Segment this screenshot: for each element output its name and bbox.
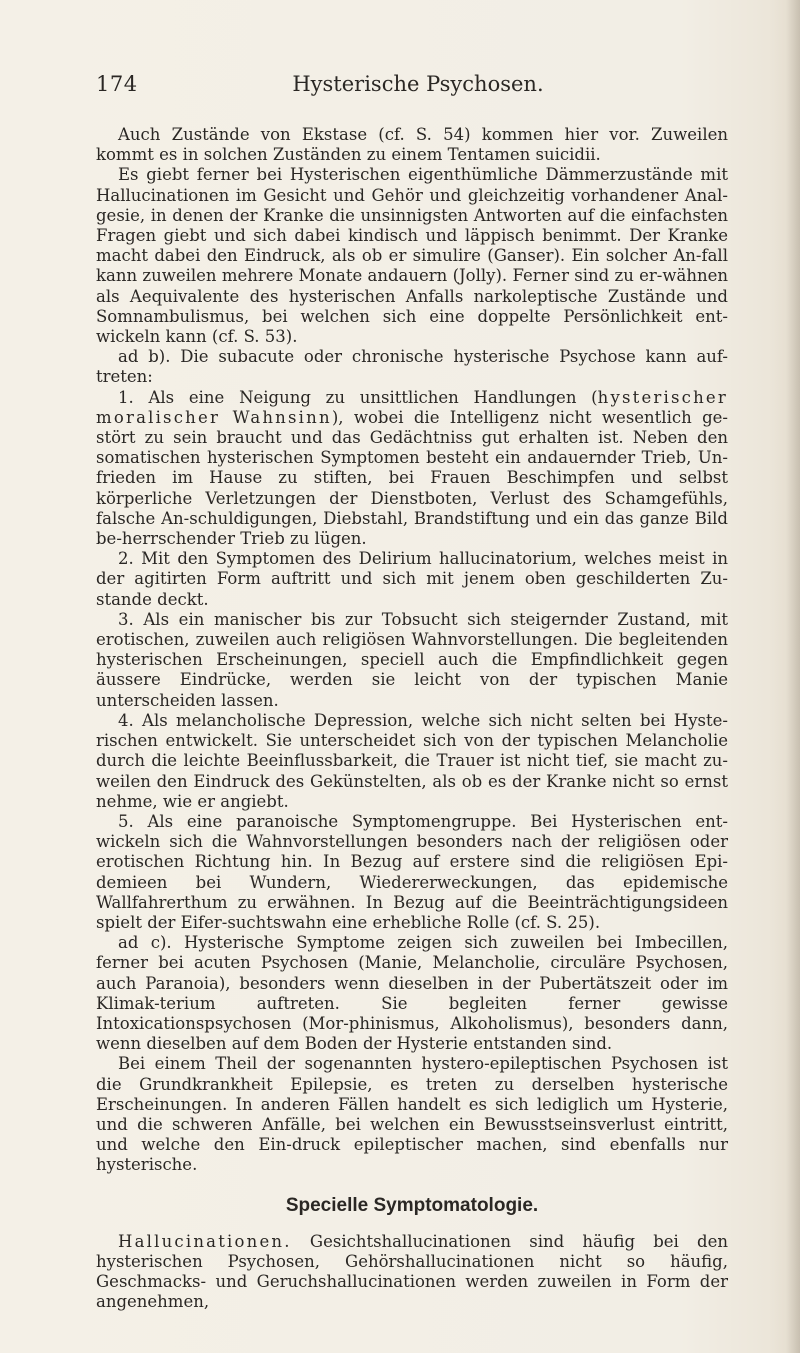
paragraph-ad-c: ad c). Hysterische Symptome zeigen sich zuweilen bei Imbecillen, ferner bei acuten Psychosen (Manie, Melancholie, circuläre Psychosen, auch Paranoia), besonders wenn dieselben in der Pubertätszeit oder im Klimak-terium auftreten. Sie begleiten ferner gewisse Intoxicationspsychosen (Mor-phinismus, Alkoholismus), besonders dann, wenn dieselben auf dem Boden der Hysterie entstanden sind. bbox=[96, 933, 728, 1054]
hallucinationen-spaced-term: Hallucinationen. bbox=[118, 1231, 292, 1251]
paragraph-daemmerzustaende: Es giebt ferner bei Hysterischen eigenthümliche Dämmerzustände mit Hallucinationen im Gesicht und Gehör und gleichzeitig vorhandener Anal-gesie, in denen der Kranke die unsinnigsten Antworten auf die einfachsten Fragen giebt und sich dabei kindisch und läppisch benimmt. Der Kranke macht dabei den Eindruck, als ob er simulire (Ganser). Ein solcher An-fall kann zuweilen mehrere Monate andauern (Jolly). Ferner sind zu er-wähnen als Aequivalente des hysterischen Anfalls narkoleptische Zustände und Somnambulismus, bei welchen sich eine doppelte Persönlichkeit ent-wickeln kann (cf. S. 53). bbox=[96, 165, 728, 347]
item-1-spaced-term: hysterischer moralischer Wahnsinn bbox=[96, 387, 728, 427]
paragraph-ad-b: ad b). Die subacute oder chronische hysterische Psychose kann auf-treten: bbox=[96, 347, 728, 387]
paragraph-item-1 bbox=[96, 388, 728, 550]
item-1-tail: ), wobei die Intelligenz nicht wesentlich ge-stört zu sein braucht und das Gedächtniss gut erhalten ist. Neben den somatischen hysterischen Symptomen besteht ein andauernder Trieb, Un-frieden im Hause zu stiften, bei Frauen Beschimpfen und selbst körperliche Verletzungen der Dienstboten, Verlust des Schamgefühls, falsche An-schuldigungen, Diebstahl, Brandstiftung und ein das ganze Bild be-herrschender Trieb zu lügen. bbox=[96, 407, 728, 549]
paragraph-hallucinationen bbox=[96, 1232, 728, 1313]
section-heading: Specielle Symptomatologie. bbox=[285, 1194, 539, 1216]
hallucinationen-tail: Gesichtshallucinationen sind häufig bei den hysterischen Psychosen, Gehörshallucinationen nicht so häufig, Geschmacks- und Geruchshallucinationen werden zuweilen in Form der angenehmen, bbox=[96, 1231, 728, 1312]
body-text bbox=[96, 125, 728, 1313]
page-number: 174 bbox=[96, 72, 138, 96]
paragraph-item-4: 4. Als melancholische Depression, welche sich nicht selten bei Hyste-rischen entwickelt. Sie unterscheidet sich von der typischen Melancholie durch die leichte Beeinflussbarkeit, die Trauer ist nicht tief, sie macht zu-weilen den Eindruck des Gekünstelten, als ob es der Kranke nicht so ernst nehme, wie er angiebt. bbox=[96, 710, 728, 811]
item-1-lead: 1. Als eine Neigung zu unsittlichen Handlungen ( bbox=[118, 387, 598, 407]
paragraph-item-5: 5. Als eine paranoische Symptomengruppe. Bei Hysterischen ent-wickeln sich die Wahnvorstellungen besonders nach der religiösen oder erotischen Richtung hin. In Bezug auf erstere sind die religiösen Epi-demieen bei Wundern, Wiedererweckungen, das epidemische Wallfahrerthum zu erwähnen. In Bezug auf die Beeinträchtigungsideen spielt der Eifer-suchtswahn eine erhebliche Rolle (cf. S. 25). bbox=[96, 811, 728, 932]
running-title: Hysterische Psychosen. bbox=[292, 72, 544, 96]
paragraph-item-3: 3. Als ein manischer bis zur Tobsucht sich steigernder Zustand, mit erotischen, zuweilen auch religiösen Wahnvorstellungen. Die begleitenden hysterischen Erscheinungen, speciell auch die Empfindlichkeit gegen äussere Eindrücke, werden sie leicht von der typischen Manie unterscheiden lassen. bbox=[96, 609, 728, 710]
paragraph-hystero-epilepsie: Bei einem Theil der sogenannten hystero-epileptischen Psychosen ist die Grundkrankheit Epilepsie, es treten zu derselben hysterische Erscheinungen. In anderen Fällen handelt es sich lediglich um Hysterie, und die schweren Anfälle, bei welchen ein Bewusstseinsverlust eintritt, und welche den Ein-druck epileptischer machen, sind ebenfalls nur hysterische. bbox=[96, 1054, 728, 1175]
paragraph-ekstase: Auch Zustände von Ekstase (cf. S. 54) kommen hier vor. Zuweilen kommt es in solchen Zuständen zu einem Tentamen suicidii. bbox=[96, 125, 728, 165]
page-edge-shadow bbox=[786, 0, 800, 1353]
paragraph-item-2: 2. Mit den Symptomen des Delirium hallucinatorium, welches meist in der agitirten Form auftritt und sich mit jenem oben geschilderten Zu-stande deckt. bbox=[96, 549, 728, 609]
page-header bbox=[96, 72, 740, 106]
